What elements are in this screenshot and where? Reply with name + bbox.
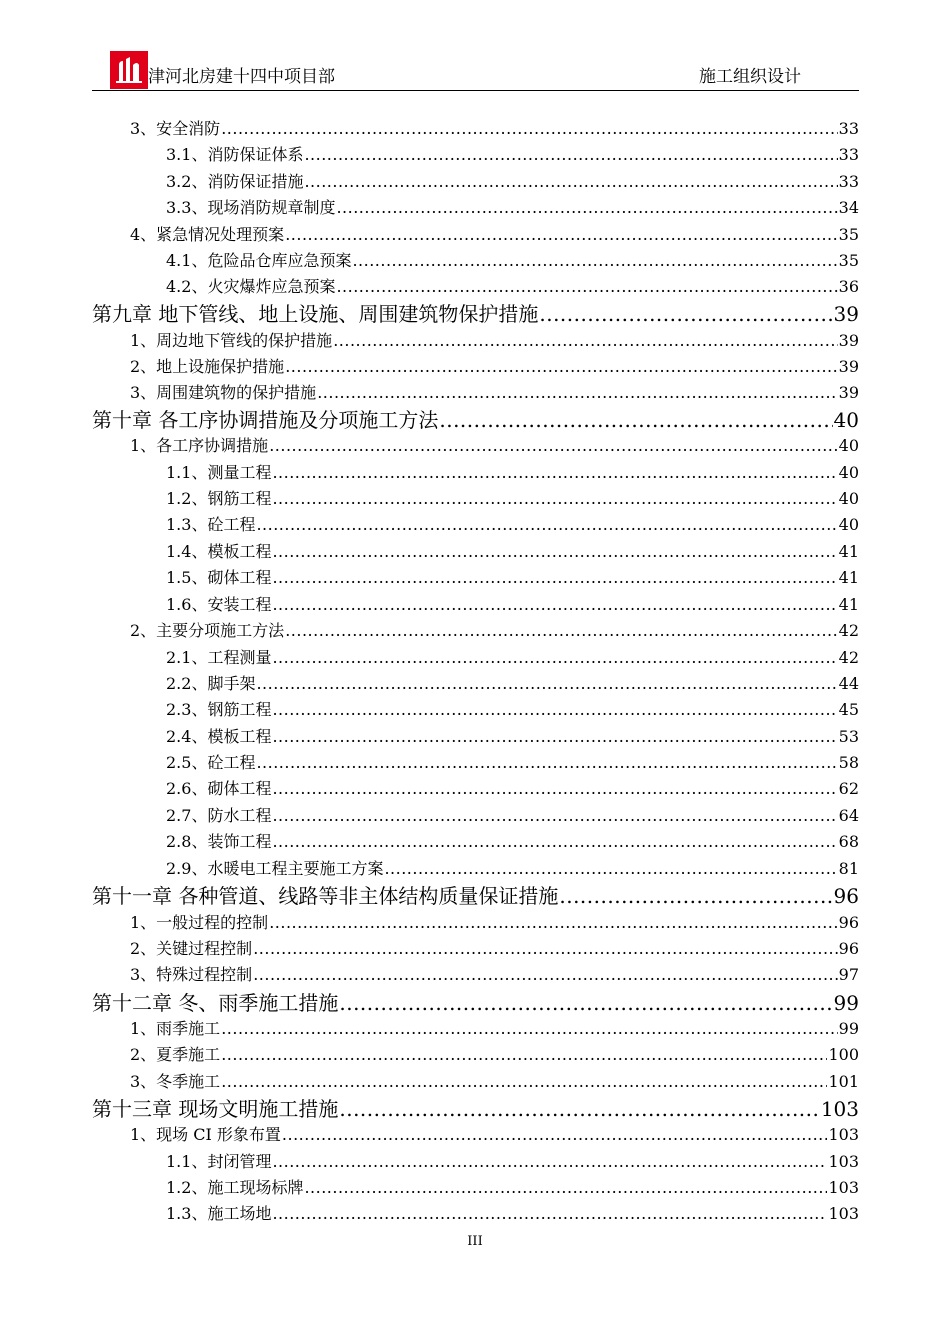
toc-entry-title: 2、地上设施保护措施 [130,357,285,376]
toc-leader-dots [285,357,837,376]
toc-leader-dots [272,727,837,746]
toc-entry-page: 97 [838,965,859,984]
toc-entry-page: 42 [838,621,859,640]
toc-entry-title: 2.9、水暖电工程主要施工方案 [166,859,384,878]
toc-leader-dots [272,832,837,851]
toc-entry-title: 3.3、现场消防规章制度 [166,198,336,217]
toc-entry-title: 1.1、封闭管理 [166,1152,272,1171]
toc-entry-title: 4、紧急情况处理预案 [130,225,285,244]
toc-chapter-entry[interactable] [92,298,859,326]
toc-entry-page: 64 [838,806,859,825]
toc-entry-page: 99 [838,1019,859,1038]
toc-entry-page: 53 [838,727,859,746]
toc-leader-dots [256,753,837,772]
toc-entry[interactable] [166,195,859,221]
toc-leader-dots [272,568,837,587]
toc-leader-dots [253,939,837,958]
toc-entry-page: 33 [838,172,859,191]
toc-leader-dots [333,331,837,350]
toc-entry[interactable] [130,618,859,644]
toc-chapter-entry[interactable] [92,987,859,1015]
toc-entry-title: 1.1、测量工程 [166,463,272,482]
toc-entry[interactable] [166,248,859,274]
toc-entry[interactable] [130,328,859,354]
toc-leader-dots [384,859,837,878]
header-organization: 津河北房建十四中项目部 [148,67,335,87]
toc-entry-page: 40 [838,489,859,508]
toc-leader-dots [253,965,837,984]
toc-entry-title: 2.5、砼工程 [166,753,256,772]
toc-leader-dots [336,277,837,296]
toc-leader-dots [269,436,837,455]
toc-entry-title: 第十二章 冬、雨季施工措施 [92,991,339,1015]
toc-entry[interactable] [166,1149,859,1175]
toc-entry[interactable] [166,1175,859,1201]
toc-entry-page: 36 [838,277,859,296]
toc-entry[interactable] [166,539,859,565]
toc-entry[interactable] [130,433,859,459]
toc-entry[interactable] [166,460,859,486]
toc-leader-dots [559,884,832,908]
toc-leader-dots [539,302,832,326]
toc-entry-title: 4.1、危险品仓库应急预案 [166,251,352,270]
toc-leader-dots [272,1152,827,1171]
toc-leader-dots [339,991,832,1015]
page-header [92,50,859,91]
toc-entry-page: 35 [838,225,859,244]
toc-entry-title: 1、周边地下管线的保护措施 [130,331,333,350]
toc-entry-title: 2.2、脚手架 [166,674,256,693]
toc-chapter-entry[interactable] [92,1093,859,1121]
toc-leader-dots [304,145,837,164]
toc-entry-title: 1、一般过程的控制 [130,913,269,932]
toc-leader-dots [221,1045,827,1064]
toc-entry-page: 101 [828,1072,859,1091]
toc-entry-title: 2、夏季施工 [130,1045,221,1064]
toc-entry[interactable] [130,380,859,406]
toc-leader-dots [317,383,837,402]
toc-entry[interactable] [166,565,859,591]
toc-leader-dots [256,674,837,693]
toc-entry-page: 33 [838,145,859,164]
toc-entry[interactable] [130,936,859,962]
toc-entry-title: 2.3、钢筋工程 [166,700,272,719]
toc-entry-title: 2.4、模板工程 [166,727,272,746]
toc-entry-title: 2.8、装饰工程 [166,832,272,851]
toc-entry-page: 40 [838,436,859,455]
toc-entry-title: 第九章 地下管线、地上设施、周围建筑物保护措施 [92,302,539,326]
toc-entry-title: 1、雨季施工 [130,1019,221,1038]
toc-entry-page: 39 [838,383,859,402]
toc-entry[interactable] [166,274,859,300]
toc-entry-page: 41 [838,595,859,614]
toc-entry-title: 1、现场 CI 形象布置 [130,1125,281,1144]
toc-leader-dots [272,542,837,561]
toc-entry-page: 103 [828,1125,859,1144]
toc-entry[interactable] [166,142,859,168]
toc-leader-dots [272,806,837,825]
toc-entry-title: 3、周围建筑物的保护措施 [130,383,317,402]
toc-entry[interactable] [166,697,859,723]
toc-entry-page: 96 [838,939,859,958]
toc-leader-dots [272,700,837,719]
toc-leader-dots [221,1072,827,1091]
toc-entry-page: 44 [838,674,859,693]
toc-leader-dots [304,172,837,191]
toc-entry-title: 1.2、钢筋工程 [166,489,272,508]
toc-leader-dots [221,1019,837,1038]
toc-entry[interactable] [166,169,859,195]
toc-leader-dots [272,595,837,614]
toc-entry-page: 40 [838,515,859,534]
toc-entry-title: 3、特殊过程控制 [130,965,253,984]
toc-entry-title: 第十章 各工序协调措施及分项施工方法 [92,408,439,432]
toc-entry[interactable] [166,750,859,776]
toc-entry-title: 4.2、火灾爆炸应急预案 [166,277,336,296]
toc-entry-page: 103 [820,1097,859,1121]
toc-entry-page: 39 [833,302,859,326]
toc-entry[interactable] [166,645,859,671]
toc-entry-title: 2、关键过程控制 [130,939,253,958]
toc-leader-dots [272,463,837,482]
toc-leader-dots [285,225,837,244]
company-logo-icon [110,51,148,89]
toc-entry-title: 3、安全消防 [130,119,221,138]
toc-leader-dots [272,779,837,798]
toc-entry-title: 1.2、施工现场标牌 [166,1178,304,1197]
toc-entry[interactable] [130,1122,859,1148]
toc-leader-dots [352,251,837,270]
toc-entry-page: 100 [828,1045,859,1064]
toc-leader-dots [221,119,837,138]
toc-entry[interactable] [166,671,859,697]
toc-entry-title: 1.6、安装工程 [166,595,272,614]
toc-entry-page: 39 [838,331,859,350]
toc-entry-page: 40 [838,463,859,482]
toc-entry[interactable] [130,962,859,988]
toc-entry-page: 39 [838,357,859,376]
toc-entry-title: 2.6、砌体工程 [166,779,272,798]
toc-leader-dots [439,408,832,432]
toc-entry-page: 41 [838,542,859,561]
toc-entry[interactable] [130,1016,859,1042]
toc-entry[interactable] [130,910,859,936]
toc-entry-title: 2.1、工程测量 [166,648,272,667]
toc-entry[interactable] [166,776,859,802]
toc-entry-title: 2、主要分项施工方法 [130,621,285,640]
toc-leader-dots [272,489,837,508]
toc-entry-page: 103 [828,1204,859,1223]
toc-leader-dots [272,648,837,667]
toc-entry[interactable] [166,1201,859,1227]
toc-entry-title: 2.7、防水工程 [166,806,272,825]
toc-entry-title: 3.2、消防保证措施 [166,172,304,191]
toc-entry-title: 1.3、砼工程 [166,515,256,534]
toc-entry[interactable] [166,803,859,829]
toc-entry[interactable] [130,1042,859,1068]
toc-leader-dots [272,1204,827,1223]
toc-entry[interactable] [130,354,859,380]
toc-chapter-entry[interactable] [92,880,859,908]
toc-entry-title: 1、各工序协调措施 [130,436,269,455]
toc-leader-dots [256,515,837,534]
toc-leader-dots [269,913,837,932]
toc-entry-page: 68 [838,832,859,851]
toc-leader-dots [282,1125,828,1144]
toc-entry-title: 3.1、消防保证体系 [166,145,304,164]
toc-entry-page: 96 [838,913,859,932]
toc-entry-page: 35 [838,251,859,270]
toc-entry-page: 42 [838,648,859,667]
toc-entry-page: 40 [833,408,859,432]
toc-leader-dots [339,1097,819,1121]
toc-entry-page: 103 [828,1178,859,1197]
toc-entry[interactable] [130,222,859,248]
toc-entry[interactable] [130,1069,859,1095]
toc-entry[interactable] [166,724,859,750]
toc-entry[interactable] [166,486,859,512]
toc-entry[interactable] [166,592,859,618]
toc-entry-page: 103 [828,1152,859,1171]
toc-entry-page: 62 [838,779,859,798]
toc-entry-page: 96 [833,884,859,908]
toc-entry[interactable] [166,856,859,882]
toc-entry[interactable] [166,829,859,855]
toc-entry-page: 41 [838,568,859,587]
toc-entry-title: 1.4、模板工程 [166,542,272,561]
toc-entry-title: 3、冬季施工 [130,1072,221,1091]
toc-entry[interactable] [166,512,859,538]
toc-entry-page: 45 [838,700,859,719]
toc-leader-dots [336,198,837,217]
toc-entry-page: 99 [833,991,859,1015]
page-number: III [467,1234,483,1249]
toc-leader-dots [304,1178,827,1197]
toc-entry-title: 1.5、砌体工程 [166,568,272,587]
toc-entry-title: 1.3、施工场地 [166,1204,272,1223]
toc-entry-title: 第十三章 现场文明施工措施 [92,1097,339,1121]
toc-entry[interactable] [130,116,859,142]
toc-chapter-entry[interactable] [92,404,859,432]
toc-entry-page: 81 [838,859,859,878]
toc-entry-page: 33 [838,119,859,138]
toc-entry-page: 58 [838,753,859,772]
toc-entry-page: 34 [838,198,859,217]
toc-entry-title: 第十一章 各种管道、线路等非主体结构质量保证措施 [92,884,559,908]
header-document-title: 施工组织设计 [699,67,801,87]
toc-leader-dots [285,621,837,640]
